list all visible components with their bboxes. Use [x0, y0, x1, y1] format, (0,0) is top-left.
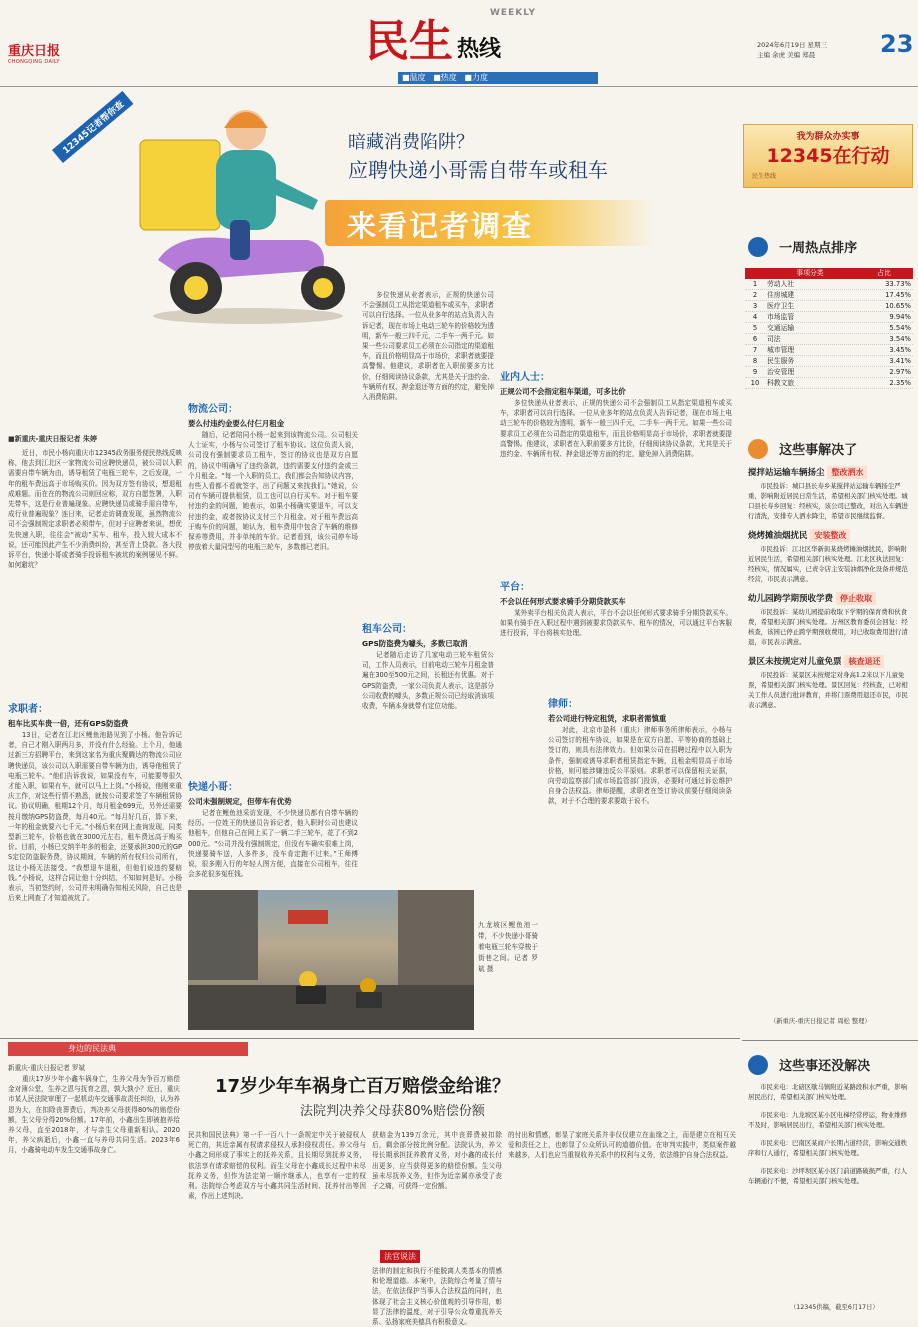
pending-title-text: 这些事还没解决	[779, 1059, 871, 1074]
bottom-col4: 法律的制定和执行不能脱离人类基本的情感和伦理道德。本案中，法院综合考量了情与法，在依法保护当事人合法权益的同时，也体现了社会主义核心价值观的引导作用，彰显了法律的温度，对于引导公众尊重抚养关系、弘扬家庭美德具有积极意义。	[372, 1267, 502, 1327]
subsection-label: 律师：	[548, 699, 578, 710]
building-right	[398, 890, 474, 985]
solved-item-title: 烧烤摊油烟扰民	[748, 531, 808, 541]
ranking-share: 9.94%	[889, 313, 911, 321]
courier-leg	[230, 220, 250, 260]
ranking-category: 交通运输	[767, 324, 795, 332]
ad-small: 民生热线	[752, 173, 777, 180]
scooter-2	[356, 992, 382, 1008]
ranking-row	[745, 367, 913, 378]
page-number: 23	[880, 30, 914, 58]
subsection-platform	[500, 578, 732, 607]
ranking-header-category: 事项分类	[796, 269, 824, 277]
section-tags	[398, 72, 598, 84]
paper-name-en: CHONGQING DAILY	[8, 59, 60, 65]
cover-banner	[325, 200, 655, 246]
subsection-lawyer	[548, 695, 732, 724]
side-tag: 12345记者帮你查	[52, 91, 134, 163]
pending-item: 市民来电：北碚区歇马镇附近某路段积水严重，影响居民出行，希望相关部门核实处理。	[748, 1083, 907, 1101]
scooter-rear-hub	[184, 276, 208, 300]
ranking-category: 城市管理	[767, 346, 795, 354]
ranking-share: 2.35%	[889, 379, 911, 387]
solved-item-status: 安装整改	[810, 529, 850, 542]
solved-title-text: 这些事解决了	[779, 443, 858, 458]
right-divider	[742, 1040, 918, 1041]
subsection-label: 求职者：	[8, 704, 48, 715]
issue-info	[757, 40, 877, 60]
solved-item	[748, 529, 913, 584]
subsection-logistics	[188, 400, 358, 429]
ranking-row	[745, 323, 913, 334]
ranking-row	[745, 334, 913, 345]
road	[188, 985, 474, 1030]
solved-item-status: 停止收取	[836, 592, 876, 605]
solved-list	[748, 466, 913, 1026]
ranking-rank: 5	[752, 324, 758, 332]
solved-icon	[748, 439, 768, 459]
ranking-share: 3.54%	[889, 335, 911, 343]
subsection-courier	[188, 778, 358, 807]
masthead-divider	[0, 86, 918, 87]
subsection-label: 业内人士：	[500, 372, 550, 383]
pending-icon	[748, 1055, 768, 1075]
ranking-rank: 1	[752, 280, 758, 288]
courier-helmet	[224, 112, 268, 128]
ranking-share: 2.97%	[889, 368, 911, 376]
section-title-main: 民生	[365, 16, 453, 67]
rider-2	[360, 978, 376, 994]
bottom-col3: 获赔金为139万余元，其中丧葬费被扣除后，剩余部分按比例分配。法院认为，养父母长期承担抚养教育义务，对小鑫的成长付出更多，应当获得更多的赔偿份额。生父母虽未尽抚养义务，但作为近亲属亦承受了丧子之痛，可获得一定份额。	[372, 1131, 502, 1191]
ranking-category: 治安管理	[767, 368, 795, 376]
bottom-col5: 的付出和情感，彰显了家庭关系并非仅仅建立在血缘之上，而是建立在相互关爱和责任之上，也彰显了公众所认可的道德价值。在审判实践中，类似案件越来越多，人们也应当重视收养关系中的权利与义务，依法维护自身合法权益。	[508, 1131, 736, 1160]
ranking-row	[745, 345, 913, 356]
ranking-row	[745, 378, 913, 389]
tag-3: ■力度	[464, 73, 488, 82]
ranking-category: 住房城建	[767, 291, 795, 299]
bottom-col2: 民共和国民法典》第一千一百八十一条规定中关于被侵权人死亡的，其近亲属有权请求侵权人承担侵权责任。养父母与小鑫之间形成了事实上的抚养关系，且长期尽到抚养义务，依法享有请求赔偿的权利。而生父母在小鑫成长过程中未尽抚养义务，但作为法定第一顺序继承人，也享有一定的权利。法院综合考虑双方与小鑫共同生活时间、抚养付出等因素，作出上述判决。	[188, 1131, 366, 1201]
law-explain-tag: 法官说法	[380, 1250, 420, 1263]
ranking-rank: 7	[752, 346, 758, 354]
subsection-rental	[362, 620, 494, 649]
ranking-share: 5.54%	[889, 324, 911, 332]
ranking-share: 3.41%	[889, 357, 911, 365]
article-byline: ■新重庆-重庆日报记者 朱婷	[8, 435, 97, 443]
ranking-share: 10.65%	[885, 302, 911, 310]
ranking-row	[745, 301, 913, 312]
pending-title	[748, 1054, 913, 1075]
scooter-front-hub	[313, 278, 333, 298]
bottom-subheadline: 法院判决养父母获80%赔偿份额	[300, 1104, 485, 1119]
subsection-label: 平台：	[500, 582, 530, 593]
ranking-share: 3.45%	[889, 346, 911, 354]
sign-red	[288, 910, 328, 924]
article-lead: 近日，市民小杨向重庆市12345政务服务便民热线反映称，他去到江北区一家物流公司应聘快递员，被公司以入职需要自带车辆为由，诱导租赁了电瓶三轮车，之后发现，一年的租车费远高于市场购买价。因为双方签有协议，想退租成难题。而在在的物流公司则回应称，双方自愿签署，入职先带车，这是行业普遍现象。应聘快递员或骑手需自带车，成行业普遍现象？连日来，记者走访调查发现，虽然物流公司不会强制规定求职者必须带车，但对于应聘者来说，想优先快速入职，往往会“被动”买车、租车，投入较大成本不说，还可能因此产生不少消费纠纷，甚至背上贷款。各大投诉平台，快递小哥或者骑手投诉租车被坑的案例屡见不鲜。如何避坑？	[8, 449, 182, 570]
subsection-title: 正规公司不会指定租车渠道，可多比价	[500, 387, 626, 396]
ranking-header-share: 占比	[877, 269, 891, 277]
ranking-row	[745, 312, 913, 323]
delivery-box	[140, 140, 220, 230]
street-photo	[188, 890, 474, 1030]
subsection-label: 快递小哥：	[188, 782, 238, 793]
industry-body: 多位快递从业者表示，正规的快递公司不会强制员工从指定渠道租车或买车，求职者可以自行选择。一位从业多年的站点负责人告诉记者，现在市场上电动三轮车的价格较为透明，新车一般三四千元，二手车一两千元。如果一些公司要求员工必须在公司指定的渠道租车，而且价格明显高于市场价，求职者就要提高警惕。他建议，求职者在入职前要多方比价，仔细阅读协议条款，尤其是关于违约金、车辆所有权、押金退还等方面的约定，避免掉入消费陷阱。	[500, 399, 732, 459]
bottom-headline: 17岁少年车祸身亡百万赔偿金给谁？	[215, 1076, 511, 1097]
lower-divider	[0, 1038, 740, 1039]
ranking-share: 17.45%	[885, 291, 911, 299]
ranking-category: 民生服务	[767, 357, 795, 365]
ranking-rank: 4	[752, 313, 758, 321]
platform-intro: 多位快递从业者表示，正规的快递公司不会强制员工从指定渠道租车或买车，求职者可以自行选择。一位从业多年的站点负责人告诉记者，现在市场上电动三轮车的价格较为透明，新车一般三四千元，二手车一两千元。如果一些公司要求员工必须在公司指定的渠道租车，而且价格明显高于市场价，求职者就要提高警惕。他建议，求职者在入职前要多方比价，仔细阅读协议条款，尤其是关于违约金、车辆所有权、押金退还等方面的约定，避免掉入消费陷阱。	[362, 291, 494, 402]
scooter-1	[296, 986, 326, 1004]
ranking-rank: 10	[750, 379, 760, 387]
subsection-title: 租车比买车贵一倍，还有GPS防盗费	[8, 719, 129, 728]
solved-item-body: 市民投诉：城口县长寿乡某搅拌站运输车辆扬尘严重，影响附近居民日常生活，希望相关部门核实处理。城口县长寿乡回复：经核实，该公司已整改，对出入车辆进行清洗，安排专人洒水降尘，希望市民继续监督。	[748, 482, 908, 520]
issue-weekday: 星期三	[807, 41, 828, 49]
subsection-title: 不会以任何形式要求骑手分期贷款买车	[500, 597, 626, 606]
ranking-rank: 8	[752, 357, 758, 365]
solved-item	[748, 655, 913, 710]
courier-illustration	[118, 90, 358, 330]
ad-title: 我为群众办实事	[796, 132, 860, 142]
solved-item	[748, 592, 913, 647]
ranking-category: 科教文旅	[767, 379, 795, 387]
subsection-jobseeker	[8, 700, 182, 729]
solved-item-body: 市民投诉：某幼儿园提前收取下学期的保育费和伙食费，希望相关部门核实处理。万州区教育委员会回复：经核查，该园已停止跨学期预收费用，对已收取费用进行清退，市民表示满意。	[748, 608, 908, 646]
ranking-row	[745, 356, 913, 367]
ranking-title-text: 一周热点排序	[779, 241, 858, 256]
solved-item-body: 市民投诉：某景区未按规定对身高1.2米以下儿童免票，希望相关部门核实处理。景区回复：经核查，已对相关工作人员进行批评教育，并将门票费用退还市民，市民表示满意。	[748, 671, 908, 709]
ranking-title	[748, 236, 913, 257]
ranking-header	[745, 268, 913, 279]
photo-caption: 九龙坡区鲤鱼池一带，不少快递小哥骑着电瓶三轮车穿梭于街巷之间。记者 罗斌 摄	[478, 921, 538, 973]
section-title-sub: 热线	[457, 37, 502, 62]
jobseeker-body: 13日，记者在江北区鲤鱼池路见到了小杨。他告诉记者，自己才刚入职两月多，并没有什么经验。上个月，他通过新三方招聘平台，来到这家名为重庆聚腾达的物流公司应聘快递员，该公司以入职需要自带车辆为由，诱导他租赁了电瓶三轮车。“他们告诉我说，如果没有车，可能要等很久才能入职，如果有车，就可以马上上岗。”小杨说，他刚来重庆工作，对这些行情不熟悉，就按公司要求签了车辆租赁协议。协议明确，租期12个月，每月租金699元，另外还需要按月缴纳GPS防盗费，每月40元。“每月好几百，算下来，一年的租金就要六七千元。”小杨后来在网上查询发现，同类型新三轮车，价格也就在3000元左右，租车费远高于购买价。目前，小杨已交纳半年多的租金，还要承担300元的GPS定位防盗服务费，协议期间，车辆的所有权归公司所有，这让小杨无法接受。“我想退车退租，但他们说违约要赔钱。”小杨说，这样合同让他十分纠结，不知如何是好。小杨表示，当初签约时，公司并未明确告知相关风险，自己也是后来上网查了才知道被坑了。	[8, 731, 182, 903]
cover-kicker: 暗藏消费陷阱？	[348, 132, 474, 153]
ranking-row	[745, 290, 913, 301]
weekly-label: WEEKLY	[490, 8, 537, 18]
logistics-body: 随后，记者陪同小杨一起来到该物流公司。公司相关人士证实，小杨与公司签订了租车协议。这位负责人说，公司没有强制要求员工租车，签订的协议也是双方自愿的，协议中明确写了违约条款，违约需要支付违约金或三个月租金。“每一个入职的员工，我们都会告知协议内容，有些人看都不看就签字，出了问题又来找我们。”她说，公司有车辆可提供租赁，员工也可以自行买车。对于租车要付违约金的问题，她表示，如果小杨确实要退车，可以支付违约金，或者按协议支付三个月租金。对于租车费远高于购车价的问题，她认为，租车费用中包含了车辆的维修保养等费用，并非单纯的车价。记者看到，该公司停车场停放着大量同型号的电瓶三轮车，多数都已老旧。	[188, 431, 358, 552]
cover-banner-text: 来看记者调查	[347, 209, 534, 243]
solved-item-status: 核查退还	[844, 655, 884, 668]
ranking-rank: 6	[752, 335, 758, 343]
ranking-category: 劳动人社	[767, 280, 795, 288]
rental-body: 记者随后走访了几家电动三轮车租赁公司，工作人员表示，目前电动三轮车月租金普遍在300至500元之间，长租还有优惠。对于GPS防盗费，一家公司负责人表示，这是部分公司收费的噱头，多数正规公司已经取消该项收费，车辆本身就带有定位功能。	[362, 651, 494, 711]
ranking-row	[745, 279, 913, 290]
law-section-tag-text: 身边的民法典	[68, 1044, 116, 1053]
solved-title	[748, 438, 913, 459]
solved-item-title: 幼儿园跨学期预收学费	[748, 594, 834, 604]
ad-12345	[743, 124, 913, 188]
pending-item: 市民来电：巴南区某商户长期占道经营，影响交通秩序和行人通行，希望相关部门核实处理。	[748, 1139, 907, 1157]
subsection-title: GPS防盗费为噱头，多数已取消	[362, 639, 468, 648]
solved-item-title: 搅拌站运输车辆扬尘	[748, 468, 825, 478]
subsection-industry	[500, 368, 732, 397]
subsection-label: 租车公司：	[362, 624, 412, 635]
subsection-title: 公司未强制规定，但带车有优势	[188, 797, 292, 806]
pending-item: 市民来电：沙坪坝区某小区门前道路破损严重，行人车辆通行不便，希望相关部门核实处理。	[748, 1167, 907, 1185]
paper-logo	[8, 40, 78, 65]
ranking-category: 司法	[767, 335, 781, 343]
bottom-col1: 重庆17岁少年小鑫车祸身亡，生养父母为争百万赔偿金对簿公堂，生养之恩与抚育之恩，孰大孰小？近日，重庆市某人民法院审理了一起机动车交通事故责任纠纷，认为养恩为大，在扣除丧葬费后，判决养父母获得80%的赔偿份额，生父母分得20%份额。17年前，小鑫出生即被抱养给养父母，直至2018年，才与亲生父母重新相认。2020年，养父病逝后，小鑫一直与养母共同生活。2023年6月，小鑫骑电动车发生交通事故身亡。	[8, 1075, 180, 1155]
subsection-title: 若公司进行特定租赁，求职者需慎重	[548, 714, 667, 723]
pending-item: 市民来电：九龙坡区某小区电梯经常停运，物业维修不及时，影响居民出行，希望相关部门核实处理。	[748, 1111, 907, 1129]
scooter-shadow	[153, 308, 343, 324]
ranking-category: 市场监管	[767, 313, 795, 321]
ranking-icon	[748, 237, 768, 257]
courier-body: 记者在鲤鱼池采访发现，不少快递员都有自带车辆的经历。一位姓王的快递员告诉记者，他入职时公司也建议他租车，但他自己在网上买了一辆二手三轮车，花了不到2000元。“公司并没有强制规定，但没有车确实很难上岗，快递要骑车送，人多件多，没车肯定跑不过来。”王师傅说，很多刚入行的年轻人图方便，直接在公司租车，往往会多花很多冤枉钱。	[188, 809, 358, 879]
pending-footer: （12345供稿，截至6月17日）	[790, 1304, 879, 1311]
paper-name: 重庆日报	[8, 44, 61, 59]
tag-2: ■热度	[433, 73, 457, 82]
lawyer-body: 对此，北京市盈科（重庆）律师事务所律师表示，小杨与公司签订的租车协议，如果是在双方自愿、平等协商的基础上签订的，则具有法律效力。但如果公司在招聘过程中以入职为条件，强制或诱导求职者租赁指定车辆，且租金明显高于市场价格，则可能涉嫌违反公平原则。求职者可以保留相关证据，向劳动监察部门或市场监管部门投诉，必要时可通过诉讼维护自身合法权益。律师提醒，求职者在签订协议前要仔细阅读条款，对于不合理的要求要敢于说不。	[548, 726, 732, 806]
building-left	[188, 890, 258, 980]
ranking-table	[745, 268, 913, 389]
subsection-label: 物流公司：	[188, 404, 238, 415]
cover-headline: 应聘快递小哥需自带车或租车	[348, 158, 608, 182]
issue-editors: 主编 余虎 美编 郑晨	[757, 51, 816, 59]
solved-item-body: 市民投诉：江北区华新街某烧烤摊油烟扰民，影响附近居民生活，希望相关部门核实处理。江北区执法回复：经核实，情况属实，已责令店主安装油烟净化设备并规范经营，市民表示满意。	[748, 545, 908, 583]
ranking-category: 医疗卫生	[767, 302, 795, 310]
solved-item	[748, 466, 913, 521]
tag-1: ■温度	[402, 73, 426, 82]
solved-footer: （新重庆-重庆日报记者 周松 整理）	[770, 1018, 871, 1025]
section-title	[365, 14, 565, 70]
platform-body: 某外卖平台相关负责人表示，平台不会以任何形式要求骑手分期贷款买车。如果有骑手在入职过程中遇到被要求贷款买车、租车的情况，可以通过平台客服进行投诉，平台将核实处理。	[500, 609, 732, 638]
subsection-title: 要么付违约金要么付仨月租金	[188, 419, 285, 428]
law-section-tag	[8, 1042, 248, 1056]
solved-item-status: 整改洒水	[827, 466, 867, 479]
ranking-rank: 9	[752, 368, 758, 376]
ranking-rank: 3	[752, 302, 758, 310]
bottom-byline: 新重庆-重庆日报记者 罗斌	[8, 1064, 86, 1072]
photo-scene	[188, 890, 474, 1030]
ranking-share: 33.73%	[885, 280, 911, 288]
solved-item-title: 景区未按规定对儿童免票	[748, 657, 842, 667]
ranking-rank: 2	[752, 291, 758, 299]
issue-date: 2024年6月19日	[757, 41, 806, 49]
ad-main: 12345在行动	[766, 145, 890, 167]
pending-list	[748, 1082, 913, 1296]
